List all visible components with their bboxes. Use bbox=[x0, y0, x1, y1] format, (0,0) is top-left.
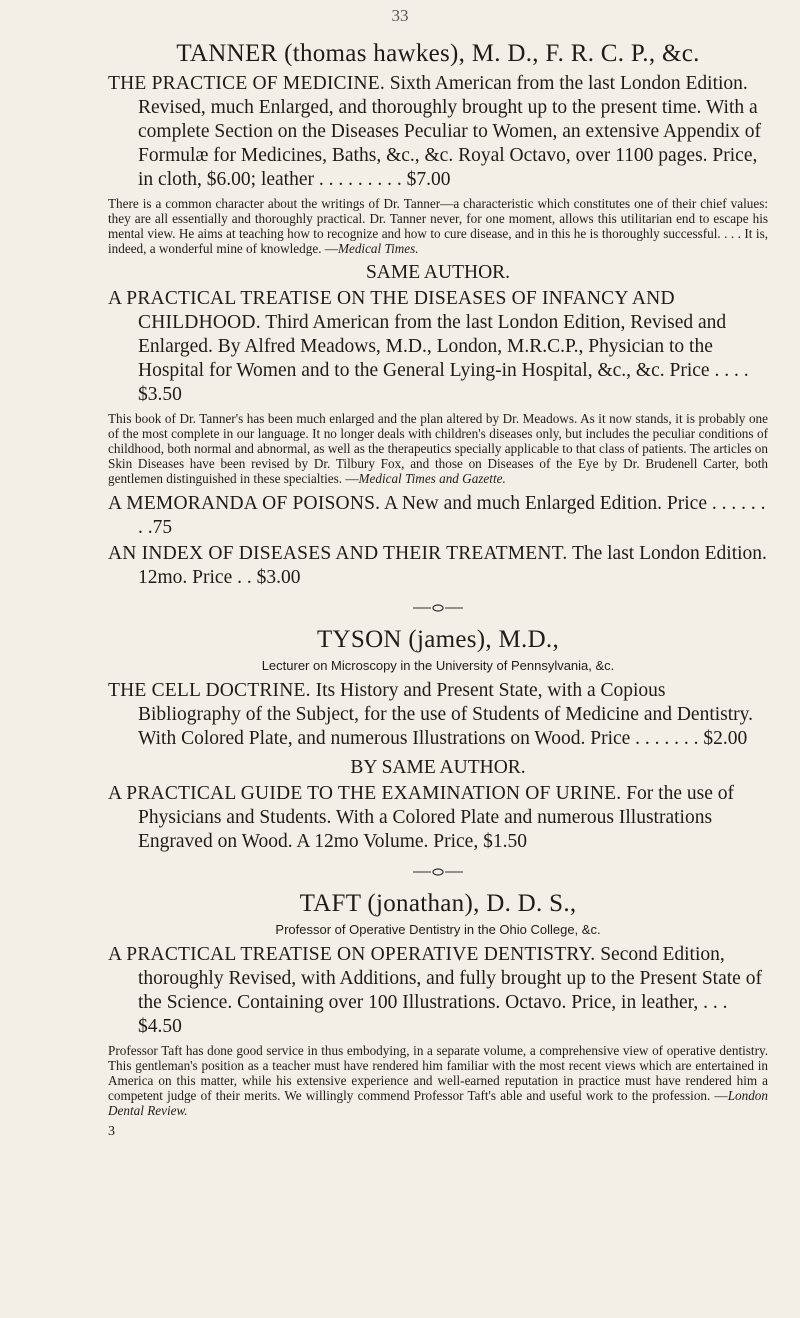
book-entry bbox=[108, 492, 768, 540]
same-author-heading: BY SAME AUTHOR. bbox=[350, 757, 526, 778]
book-description bbox=[108, 542, 768, 590]
book-details: A New and much Enlarged Edition. Price . . . . . . . .75 bbox=[138, 493, 766, 538]
book-entry bbox=[108, 782, 768, 854]
book-description bbox=[108, 782, 768, 854]
book-review bbox=[108, 411, 768, 486]
book-description bbox=[108, 492, 768, 540]
review-source: Medical Times. bbox=[337, 241, 419, 256]
book-entry bbox=[108, 542, 768, 590]
book-entry bbox=[108, 287, 768, 486]
book-details: Third American from the last London Edition, Revised and Enlarged. By Alfred Meadows, M.D., London, M.R.C.P., Physician to the Hospital for Women and to the General Lying-in Hospital, &c., &c. Price . . . . $3.50 bbox=[138, 312, 749, 405]
book-description bbox=[108, 287, 768, 407]
page-number: 33 bbox=[391, 6, 409, 25]
book-title: A PRACTICAL GUIDE TO THE EXAMINATION OF URINE. bbox=[108, 783, 622, 804]
book-description bbox=[108, 72, 768, 192]
book-title: THE PRACTICE OF MEDICINE. bbox=[108, 73, 385, 94]
author-position: Lecturer on Microscopy in the University of Pennsylvania, &c. bbox=[261, 658, 615, 673]
book-title: THE CELL DOCTRINE. bbox=[108, 680, 311, 701]
signature-mark: 3 bbox=[108, 1124, 115, 1139]
author-heading-tanner: TANNER (thomas hawkes), M. D., F. R. C. P., &c. bbox=[176, 40, 700, 67]
book-review bbox=[108, 1043, 768, 1118]
book-title: A MEMORANDA OF POISONS. bbox=[108, 493, 381, 514]
review-text: There is a common character about the writings of Dr. Tanner—a characteristic which constitutes one of their chief values: they are all essentially and thoroughly practical. Dr. Tanner never, for one moment, allows this utilitarian end to escape his mental view. He aims at teaching how to recognize and how to cure disease, and in this he is thoroughly successful. . . . It is, indeed, a wonderful mine of knowledge. — bbox=[108, 196, 768, 256]
catalog-content bbox=[108, 36, 768, 1140]
same-author-heading: SAME AUTHOR. bbox=[365, 262, 511, 283]
book-details: For the use of Physicians and Students. With a Colored Plate and numerous Illustrations Engraved on Wood. A 12mo Volume. Price, $1.50 bbox=[138, 783, 734, 852]
review-source: Medical Times and Gazette. bbox=[358, 471, 506, 486]
review-text: Professor Taft has done good service in thus embodying, in a separate volume, a comprehensive view of operative dentistry. This gentleman's position as a teacher must have rendered him familiar with the most recent views which are entertained in America on this matter, while his extensive experience and well-earned reputation in practice must have rendered him a competent judge of their merits. We willingly commend Professor Taft's able and useful work to the profession. — bbox=[108, 1043, 768, 1103]
author-position: Professor of Operative Dentistry in the Ohio College, &c. bbox=[275, 922, 601, 937]
section-divider bbox=[108, 592, 768, 622]
author-heading-taft: TAFT (jonathan), D. D. S., bbox=[299, 890, 577, 917]
book-description bbox=[108, 943, 768, 1039]
section-divider bbox=[108, 856, 768, 886]
review-source: London Dental Review. bbox=[108, 1088, 768, 1118]
book-description bbox=[108, 679, 768, 751]
ornament-divider-icon bbox=[413, 604, 463, 612]
book-title: AN INDEX OF DISEASES AND THEIR TREATMENT. bbox=[108, 543, 568, 564]
book-entry bbox=[108, 72, 768, 256]
book-entry bbox=[108, 679, 768, 751]
book-details: Sixth American from the last London Edition. Revised, much Enlarged, and thoroughly brought up to the present time. With a complete Section on the Diseases Peculiar to Women, an extensive Appendix of Formulæ for Medicines, Baths, &c., &c. Royal Octavo, over 1100 pages. Price, in cloth, $6.00; leather . . . . . . . . . $7.00 bbox=[138, 73, 762, 190]
book-title: A PRACTICAL TREATISE ON THE DISEASES OF INFANCY AND CHILDHOOD. bbox=[108, 288, 675, 333]
ornament-divider-icon bbox=[413, 868, 463, 876]
book-title: A PRACTICAL TREATISE ON OPERATIVE DENTISTRY. bbox=[108, 944, 596, 965]
author-heading-tyson: TYSON (james), M.D., bbox=[316, 626, 560, 653]
book-details: Second Edition, thoroughly Revised, with Additions, and fully brought up to the Present State of the Science. Containing over 100 Illustrations. Octavo. Price, in leather, . . . $4.50 bbox=[138, 944, 762, 1037]
book-details: The last London Edition. 12mo. Price . . $3.00 bbox=[138, 543, 767, 588]
book-entry bbox=[108, 943, 768, 1118]
review-text: This book of Dr. Tanner's has been much enlarged and the plan altered by Dr. Meadows. As it now stands, it is probably one of the most complete in our language. It no longer deals with children's diseases only, but includes the peculiar conditions of childhood, both normal and abnormal, as well as the therapeutics specially applicable to that class of patients. The articles on Skin Diseases have been revised by Dr. Tilbury Fox, and those on Diseases of the Eye by Dr. Brudenell Carter, both gentlemen distinguished in these specialties. — bbox=[108, 411, 768, 486]
book-review bbox=[108, 196, 768, 256]
book-details: Its History and Present State, with a Copious Bibliography of the Subject, for the use of Students of Medicine and Dentistry. With Colored Plate, and numerous Illustrations on Wood. Price . . . . . . . $2.00 bbox=[138, 680, 754, 749]
